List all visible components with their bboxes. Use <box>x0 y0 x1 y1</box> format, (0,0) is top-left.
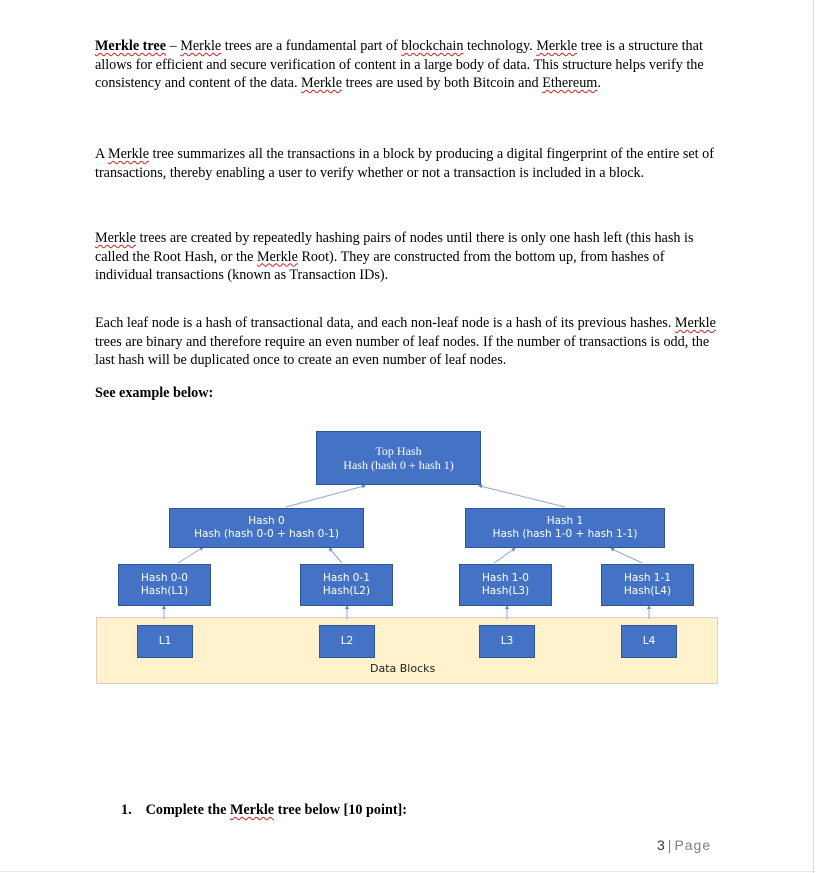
hash-1-0-node: Hash 1-0 Hash(L3) <box>459 564 552 606</box>
hash-0-0-node: Hash 0-0 Hash(L1) <box>118 564 211 606</box>
connector-hash11-hash1 <box>612 549 642 563</box>
leaf-l4-node: L4 <box>621 625 677 658</box>
question-1: 1. Complete the Merkle tree below [10 point]: <box>121 802 408 818</box>
merkle-tree-term: Merkle tree <box>95 38 167 54</box>
paragraph-merkle-intro: Merkle tree – Merkle trees are a fundamental part of blockchain technology. Merkle tree is a structure that allows for efficient and secure verification of content in a large body of data. This structure helps verify the consistency and content of the data. Merkle trees are used by both Bitcoin and Ethereum. <box>95 38 704 91</box>
page-number: 3 <box>657 837 665 853</box>
hash-0-node: Hash 0 Hash (hash 0-0 + hash 0-1) <box>169 508 364 548</box>
paragraph-leaf-nodes: Each leaf node is a hash of transactional data, and each non-leaf node is a hash of its previous hashes. Merkle trees are binary and therefore require an even number of leaf nodes. If the number of transactions is odd, the last hash will be duplicated once to create an even number of leaf nodes. <box>95 315 716 368</box>
paragraph-merkle-summary: A Merkle tree summarizes all the transactions in a block by producing a digital fingerprint of the entire set of transactions, thereby enabling a user to verify whether or not a transaction is included in a block. <box>95 146 714 181</box>
page-word: Page <box>674 837 712 853</box>
connector-hash10-hash1 <box>494 549 514 563</box>
hash-0-1-node: Hash 0-1 Hash(L2) <box>300 564 393 606</box>
page-footer <box>657 837 711 853</box>
hash-1-node: Hash 1 Hash (hash 1-0 + hash 1-1) <box>465 508 665 548</box>
connector-hash1-root <box>480 486 565 507</box>
question-number: 1. <box>121 802 132 818</box>
connector-hash00-hash0 <box>178 548 202 563</box>
leaf-l3-node: L3 <box>479 625 535 658</box>
hash-1-1-node: Hash 1-1 Hash(L4) <box>601 564 694 606</box>
leaf-l1-node: L1 <box>137 625 193 658</box>
paragraph-merkle-construction: Merkle trees are created by repeatedly hashing pairs of nodes until there is only one hash left (this hash is called the Root Hash, or the Merkle Root). They are constructed from the bottom up, from hashes of individual transactions (known as Transaction IDs). <box>95 230 694 283</box>
connector-hash01-hash0 <box>330 549 342 563</box>
see-example-label: See example below: <box>95 385 214 401</box>
page-separator: | <box>667 837 672 853</box>
leaf-l2-node: L2 <box>319 625 375 658</box>
connector-hash0-root <box>286 486 364 507</box>
top-hash-node: Top Hash Hash (hash 0 + hash 1) <box>316 431 481 485</box>
data-blocks-label: Data Blocks <box>370 662 436 675</box>
